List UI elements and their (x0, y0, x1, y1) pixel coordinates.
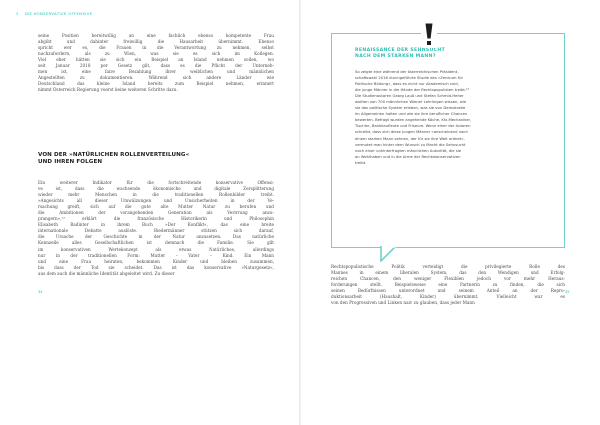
text-line: und eine Frau heiraten, bekommen Kinder und bleiben zusammen, (38, 258, 274, 264)
text-line: seinen Bedürfnissen unterordnet und seinem Anteil an der Repro- (331, 288, 565, 294)
running-head-page-number: 2 (16, 11, 19, 16)
callout-text-line: im Allgemeinen halten und wie sie ihre beruflicher Chancen (355, 112, 468, 117)
callout-text-line: bewerten. Befragt wurden angehende Köche, Kfz-Mechaniker, (355, 118, 472, 123)
text-line: Elisabeth Badinter in ihrem Buch »Der Konflikt«, das eine breite (38, 222, 274, 228)
text-line: im konservativen Wertekonzept als etwas Natürliches, allerdings (38, 246, 274, 252)
text-line: men ist, eine faire Bezahlung ihrer weiblichen und männlichen (38, 69, 274, 75)
heading-line: VON DER »NATÜRLICHEN ROLLENVERTEILUNG« (38, 152, 190, 158)
callout-text-line: die junge Männer in die Hände der Rechtspopulisten treibt.¹⁴ (355, 88, 470, 93)
text-line: »Angesichts all dieser Umwälzungen und Unsicherheiten in der Ve- (38, 198, 274, 204)
callout-text-line: sie das politische System erleben, was sie von Demokratie (355, 106, 466, 111)
text-line: reichen Chancen, den weniger Flexiblen jedoch vor mehr Heraus- (331, 276, 565, 282)
text-line: seit Januar 2018 per Gesetz gilt, dass es die Pflicht der Unterneh- (38, 63, 274, 69)
callout-text-line: wollten von 700 männlichen Wiener Lehrlingen wissen, wie (355, 100, 467, 105)
text-line: die Ambitionen der vorangehenden Generation als Verirrung anzu- (38, 210, 274, 216)
text-line: nachzufordern, als zu Wien, was sie es sich im Kollegen. (38, 51, 274, 57)
text-line: nur in der traditionellen Form: Mutter – Vater – Kind. Ein Mann (38, 252, 274, 258)
text-line: forderungen stellt. Beispielsweise eine Partnerin zu finden, die sich (331, 282, 565, 288)
callout-title-line: NACH DEM STARKEN MANN? (355, 54, 436, 59)
running-head-title: DIE KONSERVATIVE OFFENSIVE (24, 11, 93, 16)
right-bottom-paragraph (331, 264, 565, 306)
page-gutter (299, 0, 301, 425)
text-line: aus dem auch die männliche Identität abgeleitet wird. Zu dieser (38, 270, 175, 276)
callout-text-line: Die Studienautoren Georg Lauß und Stefan Schmid-Heher (355, 94, 464, 99)
callout-text-line: an Wohlhaben und in die Arme der Rechtskonservativen (355, 154, 461, 159)
text-line: Angestellten zu dokumentieren. Während sich andere Länder wie (38, 75, 274, 81)
text-line: wieder mehr Menschen in die traditionellen Rollenbilder treibt. (38, 192, 274, 198)
page-number-left: 34 (38, 290, 43, 294)
text-line: spricht wer es, die Frauen in die Verantwortung zu nehmen, selbst (38, 45, 274, 51)
left-top-paragraph (38, 33, 274, 93)
text-line: nimmt Österreich Regierung voerst keine weiteren Schritte dazu. (38, 87, 178, 93)
text-line: Mannes in einem liberalen System, das den Wendigen und Erfolg- (331, 270, 565, 276)
section-heading (38, 152, 274, 166)
callout-text-line: schaftswahl 2016 durchgeführte Studie des »Zentrum für (355, 76, 464, 81)
text-line: internationale Debatte auslöste. Biedermänner stützen sich darauf, (38, 228, 274, 234)
text-line: Viel eher hätten sie sich ein Beispiel an Island nehmen sollen, wo (38, 57, 274, 63)
callout-text-line: treibt. (355, 160, 367, 165)
text-line: rsachung greift, sich auf die gute alte Mutter Natur zu berufen und (38, 204, 274, 210)
text-line: von den Progressiven und Linken naiv zu glauben, dass jeder Mann (331, 300, 475, 306)
text-line: Rechtspopulistische Politik verteidigt die privilegierte Rolle des (331, 264, 565, 269)
callout-title (355, 48, 545, 60)
running-head (16, 11, 92, 16)
callout-text-line: Politische Bildung«, dass es nicht nur Akademisch sind, (355, 82, 459, 87)
callout-text-line: einem starken Mann sehnen, der für sie ihre Welt ordnet«, (355, 136, 465, 141)
text-line: duktionsarbeit (Haushalt, Kinder) übernimmt. Vielleicht war es (331, 294, 565, 300)
text-line: abgibt und dahinter freiwillig die Hausarbeit übernimmt. Ebenso (38, 39, 274, 45)
callout-text-line: Tischler, Bankkaufleute und Friseure. Wenn einer der Autoren (355, 124, 471, 129)
callout-text-line: vermutet man hinter dem Wunsch zu Macht die Sehnsucht (355, 142, 466, 147)
callout-box (331, 33, 565, 248)
text-line: seine Position bereitwillig an eine fachlich ebenso kompetente Frau (38, 33, 274, 38)
text-line: bis dass der Tod sie scheidet. Das ist das konservative »Naturgesetz«, (38, 264, 274, 270)
callout-text-line: schreibt, dass sich diese jungen Männer »anscheinend nach (355, 130, 468, 135)
page-number-right: 35 (565, 290, 570, 294)
exclamation-icon (421, 22, 437, 48)
callout-text-line: So zeigte eine während der österreichischen Präsident- (355, 70, 459, 74)
callout-tail (380, 246, 404, 262)
callout-title-line: RENAISSANCE DER SEHNSUCHT (355, 48, 446, 53)
text-line: Ein weiterer Indikator für die fortschreitende konservative Offensi- (38, 180, 274, 185)
text-line: ve ist, dass die wachsende ökonomische und digitale Zersplitterung (38, 186, 274, 192)
text-line: die Ursache der Geschichte in der Natur anzusetzen. Das natürliche (38, 234, 274, 240)
callout-body (355, 69, 540, 166)
text-line: Deutschland das kleine Island bereits zum Beispiel nehmen, erinnert (38, 81, 274, 87)
text-line: Kennzeile alles Gesellschaftlichen ist demnach die Familie. Sie gilt (38, 240, 274, 246)
heading-line: UND IHREN FOLGEN (38, 159, 103, 165)
callout-text-line: nach einer unhinterfragten männlichen Autorität, die sie (355, 148, 462, 153)
left-bottom-paragraph (38, 180, 274, 277)
text-line: prangern«,¹³ erklärt die französische Historikerin und Philosophin (38, 216, 274, 222)
